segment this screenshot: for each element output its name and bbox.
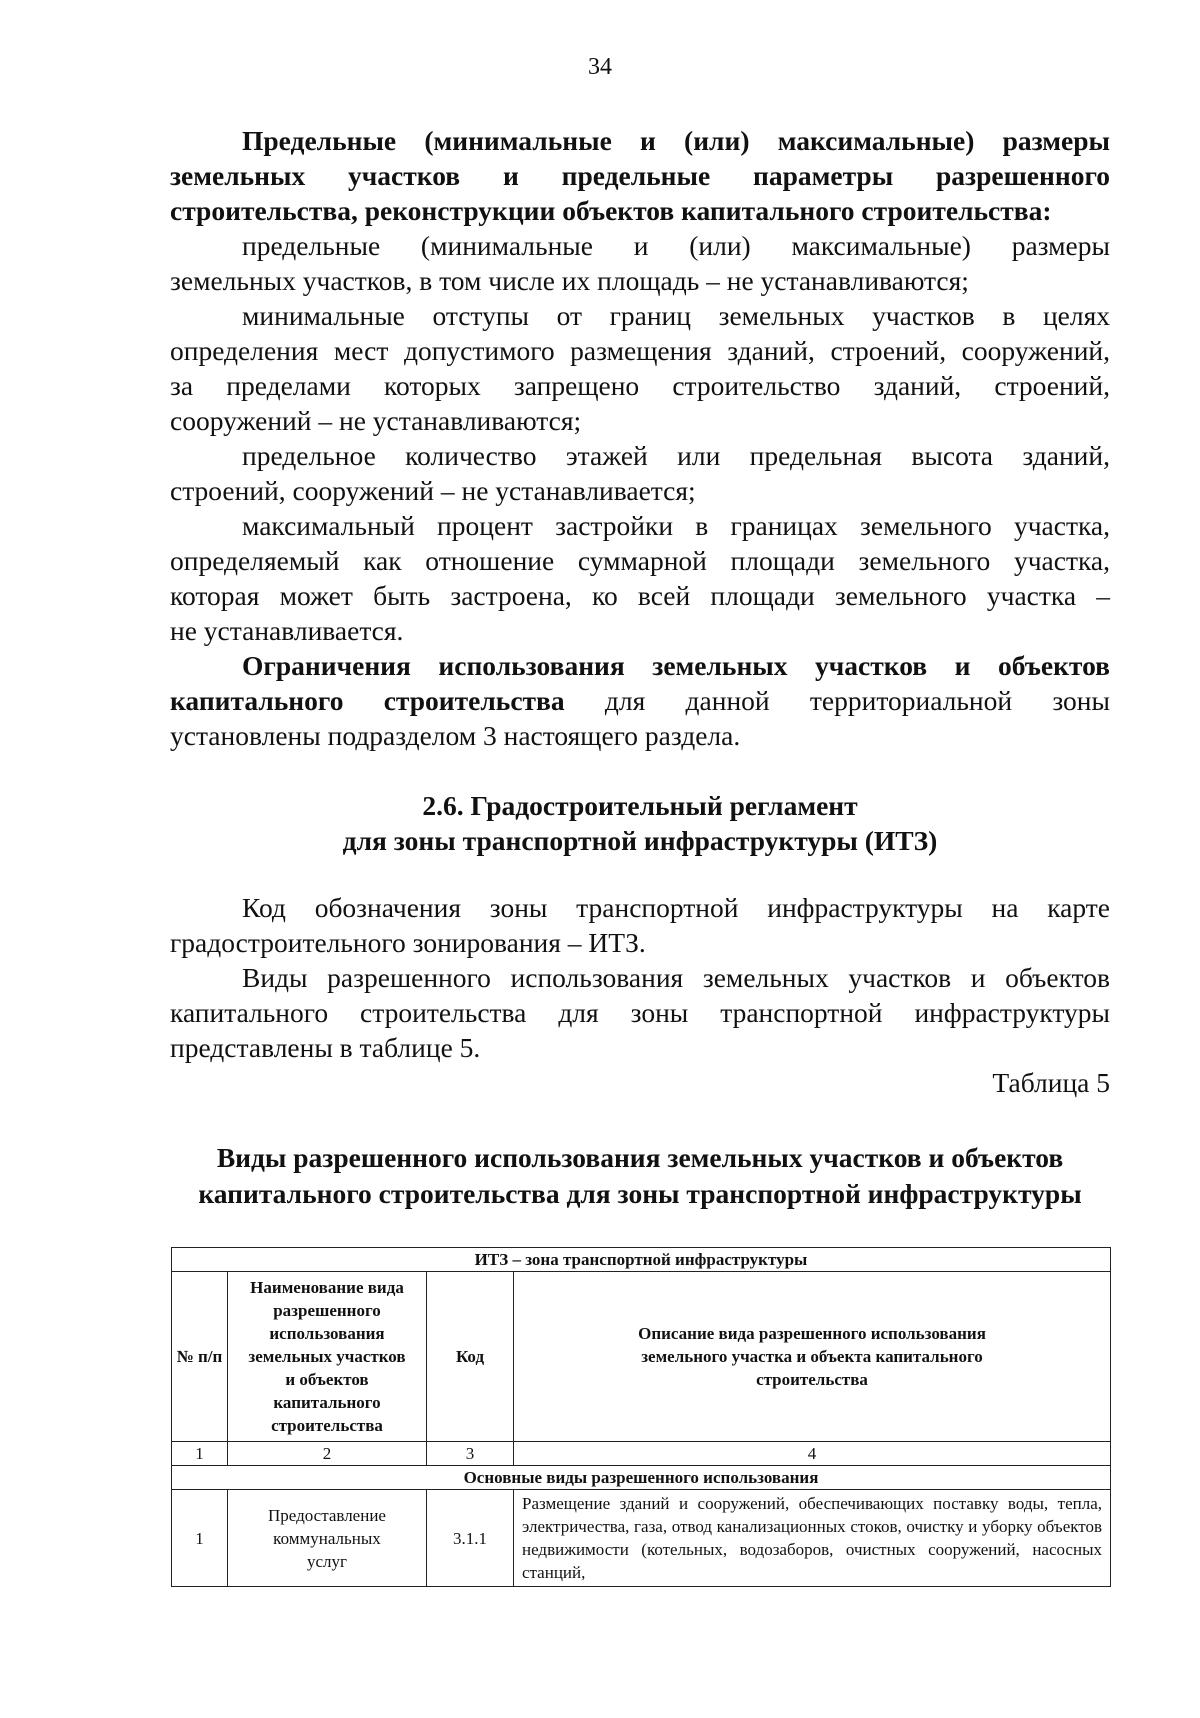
row-description: Размещение зданий и сооружений, обеспечивающих поставку воды, тепла, электричества, газа, отвод канализационных стоков, очистку и уборку объектов недвижимости (котельных, водозаборов, очистных сооружений, насосных станций, [514, 1490, 1111, 1587]
table-zone-row [172, 1248, 1111, 1272]
column-number: 3 [427, 1442, 514, 1466]
text-line: строений, сооружений – не устанавливается; [170, 475, 696, 506]
text-line: градостроительного зонирования – ИТЗ. [170, 927, 646, 958]
header-num: № п/п [172, 1272, 228, 1442]
header-description: Описание вида разрешенного использования земельного участка и объекта капитального строительства [514, 1272, 1111, 1442]
text-line: которая может быть застроена, ко всей площади земельного участка – [170, 580, 1110, 611]
text-line: предельные (минимальные и (или) максимальные) размеры [242, 230, 1110, 261]
text-line [170, 683, 1110, 718]
heading-line: для зоны транспортной инфраструктуры (ИТЗ) [342, 825, 938, 856]
text-line: установлены подразделом 3 настоящего раздела. [170, 720, 741, 751]
bold-fragment: капитального строительства [170, 685, 565, 716]
row-code: 3.1.1 [427, 1490, 514, 1587]
heading-line: 2.6. Градостроительный регламент [422, 790, 858, 821]
text-line: строительства, реконструкции объектов капитального строительства: [170, 195, 1052, 226]
text-line: представлены в таблице 5. [170, 1032, 481, 1063]
text-line: капитального строительства для зоны транспортной инфраструктуры [170, 997, 1110, 1028]
page-number: 34 [588, 54, 612, 80]
table-section-row [172, 1466, 1111, 1490]
row-num: 1 [172, 1490, 228, 1587]
zone-title-cell: ИТЗ – зона транспортной инфраструктуры [172, 1248, 1111, 1272]
table-row [172, 1490, 1111, 1587]
text-line: не устанавливается. [170, 615, 404, 646]
text-line: за пределами которых запрещено строительство зданий, строений, [170, 370, 1110, 401]
text-line: минимальные отступы от границ земельных участков в целях [242, 300, 1110, 331]
text-line: определения мест допустимого размещения зданий, строений, сооружений, [170, 335, 1110, 366]
table-caption [170, 1140, 1110, 1212]
text-fragment: для данной территориальной зоны [604, 685, 1110, 716]
column-number-row [172, 1442, 1111, 1466]
table-label: Таблица 5 [992, 1067, 1110, 1098]
text-line: максимальный процент застройки в границах земельного участка, [242, 510, 1110, 541]
text-line: определяемый как отношение суммарной площади земельного участка, [170, 545, 1110, 576]
text-line: Ограничения использования земельных участков и объектов [242, 650, 1110, 681]
text-line: Код обозначения зоны транспортной инфраструктуры на карте [242, 892, 1110, 923]
text-line: земельных участков и предельные параметры разрешенного [170, 160, 1110, 191]
text-line: земельных участков, в том числе их площадь – не устанавливаются; [170, 265, 969, 296]
regulation-text-block [170, 123, 1110, 753]
caption-line: Виды разрешенного использования земельных участков и объектов [216, 1142, 1064, 1173]
regulation-table [171, 1247, 1111, 1587]
row-name: Предоставление коммунальных услуг [228, 1490, 427, 1587]
header-name: Наименование вида разрешенного использования земельных участков и объектов капитального строительства [228, 1272, 427, 1442]
column-number: 1 [172, 1442, 228, 1466]
table-header-row [172, 1272, 1111, 1442]
text-line: Предельные (минимальные и (или) максимальные) размеры [242, 125, 1110, 156]
column-number: 4 [514, 1442, 1111, 1466]
section-heading [170, 788, 1110, 858]
text-line: Виды разрешенного использования земельных участков и объектов [242, 962, 1110, 993]
header-code: Код [427, 1272, 514, 1442]
zone-description-block [170, 890, 1110, 1100]
section-row-cell: Основные виды разрешенного использования [172, 1466, 1111, 1490]
text-line: сооружений – не устанавливаются; [170, 405, 582, 436]
column-number: 2 [228, 1442, 427, 1466]
caption-line: капитального строительства для зоны транспортной инфраструктуры [198, 1178, 1082, 1209]
text-line: предельное количество этажей или предельная высота зданий, [242, 440, 1110, 471]
